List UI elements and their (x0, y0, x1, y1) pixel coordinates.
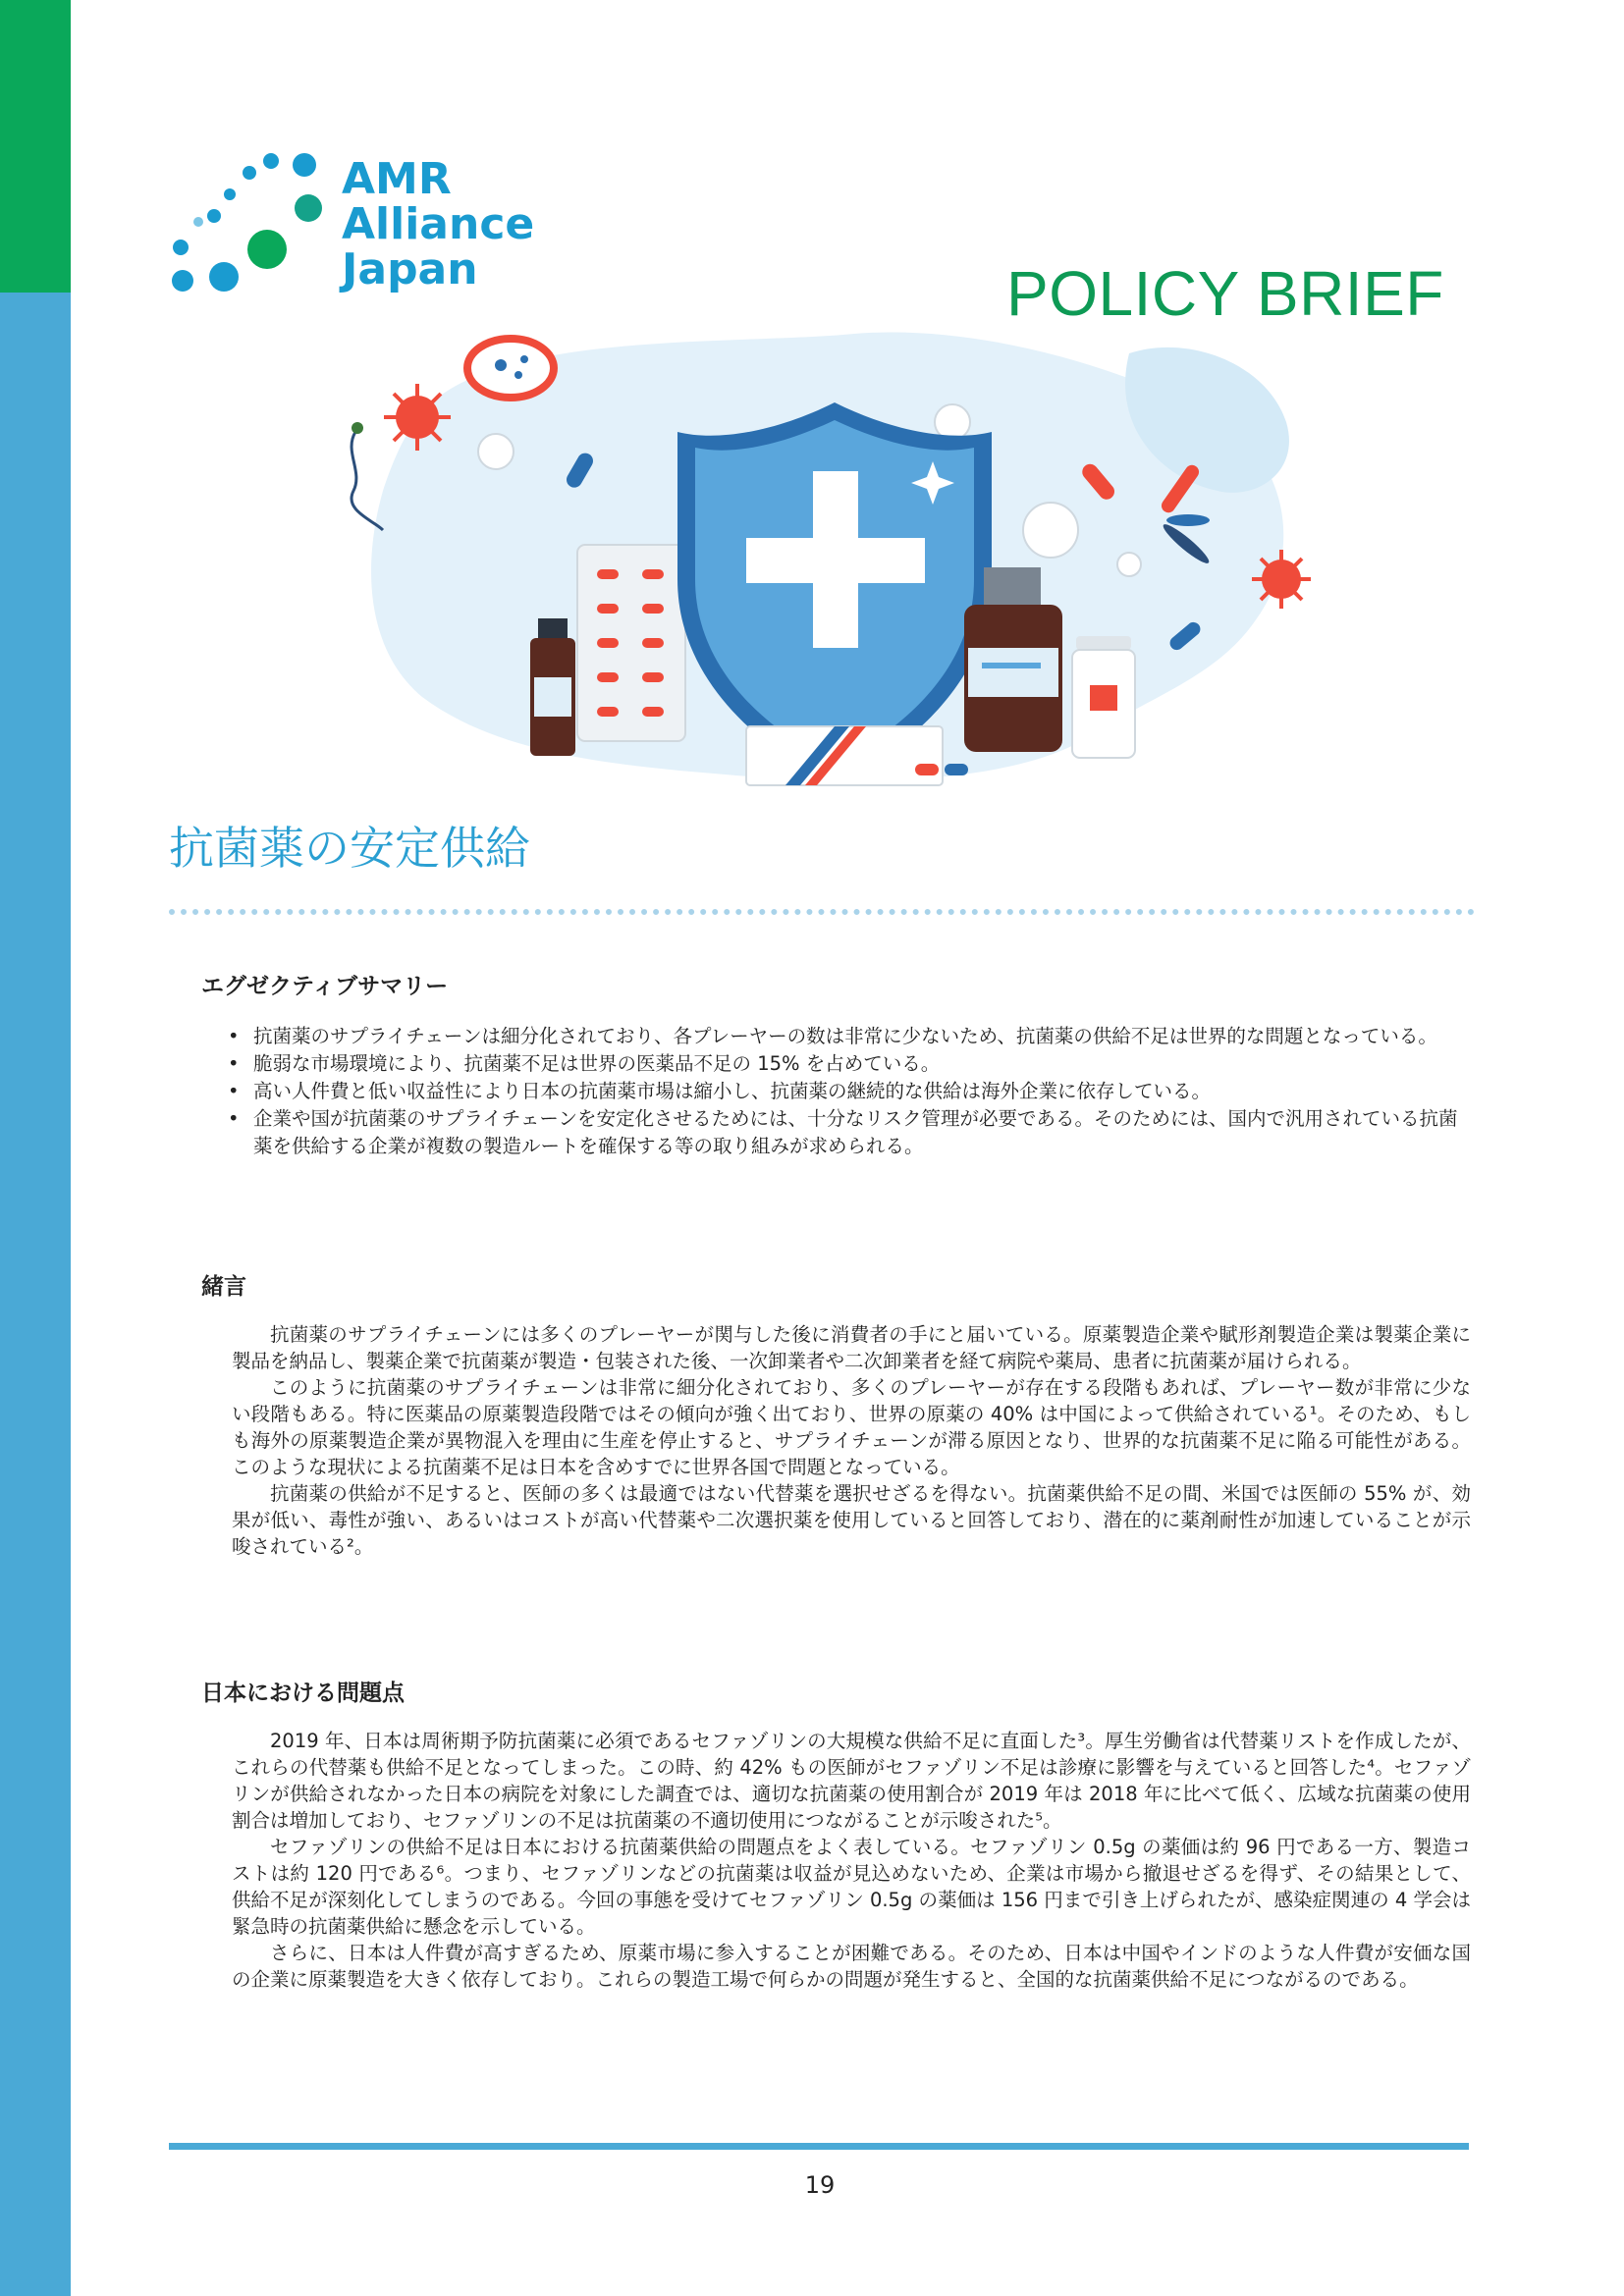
hero-illustration (344, 324, 1326, 805)
summary-heading: エグゼクティブサマリー (201, 974, 449, 999)
summary-item: • 企業や国が抗菌薬のサプライチェーンを安定化させるためには、十分なリスク管理が必要である。そのためには、国内で汎用されている抗菌薬を供給する企業が複数の製造ルートを確保する等の取り組みが求められる。 (228, 1105, 1471, 1160)
page-title: 抗菌薬の安定供給 (169, 822, 530, 875)
japan-body (232, 1728, 1471, 1993)
summary-item: • 高い人件費と低い収益性により日本の抗菌薬市場は縮小し、抗菌薬の継続的な供給は海外企業に依存している。 (228, 1078, 1471, 1105)
intro-body (232, 1321, 1471, 1560)
title-divider (169, 909, 1475, 915)
logo-dots-icon (165, 147, 342, 304)
medical-shield-icon (344, 324, 1326, 805)
intro-paragraph: 抗菌薬の供給が不足すると、医師の多くは最適ではない代替薬を選択せざるを得ない。抗菌薬供給不足の間、米国では医師の 55% が、効果が低い、毒性が強い、あるいはコストが高い代替薬や二次選択薬を使用していると回答しており、潜在的に薬剤耐性が加速していることが示唆されている²。 (232, 1482, 1471, 1558)
japan-paragraph: さらに、日本は人件費が高すぎるため、原薬市場に参入することが困難である。そのため、日本は中国やインドのような人件費が安価な国の企業に原薬製造を大きく依存しており。これらの製造工場で何らかの問題が発生すると、全国的な抗菌薬供給不足につながるのである。 (232, 1942, 1471, 1991)
intro-paragraph: 抗菌薬のサプライチェーンには多くのプレーヤーが関与した後に消費者の手にと届いている。原薬製造企業や賦形剤製造企業は製薬企業に製品を納品し、製薬企業で抗菌薬が製造・包装された後、一次卸業者や二次卸業者を経て病院や薬局、患者に抗菌薬が届けられる。 (232, 1323, 1471, 1372)
intro-heading: 緒言 (201, 1274, 246, 1300)
footer-divider (169, 2143, 1469, 2150)
policy-brief-label: POLICY BRIEF (1006, 258, 1444, 329)
summary-item: • 脆弱な市場環境により、抗菌薬不足は世界の医薬品不足の 15% を占めている。 (228, 1050, 1471, 1078)
sidebar-accent-green (0, 0, 71, 293)
logo-line-alliance: Alliance (342, 199, 535, 249)
logo-line-amr: AMR (342, 154, 452, 204)
page-number: 19 (804, 2171, 836, 2199)
summary-list (228, 1023, 1471, 1160)
japan-paragraph: 2019 年、日本は周術期予防抗菌薬に必須であるセファゾリンの大規模な供給不足に直面した³。厚生労働省は代替薬リストを作成したが、これらの代替薬も供給不足となってしまった。この時、約 42% もの医師がセファゾリン不足は診療に影響を与えていると回答した⁴。セファゾリンが供給されなかった日本の病院を対象にした調査では、適切な抗菌薬の使用割合が 2019 年は 2018 年に比べて低く、広域な抗菌薬の使用割合は増加しており、セファゾリンの不足は抗菌薬の不適切使用につながることが示唆された⁵。 (232, 1730, 1471, 1832)
summary-item: • 抗菌薬のサプライチェーンは細分化されており、各プレーヤーの数は非常に少ないため、抗菌薬の供給不足は世界的な問題となっている。 (228, 1023, 1471, 1050)
logo-line-japan: Japan (342, 244, 478, 294)
logo-wordmark (342, 154, 535, 294)
japan-heading: 日本における問題点 (201, 1681, 405, 1706)
amr-alliance-logo (165, 147, 535, 304)
intro-paragraph: このように抗菌薬のサプライチェーンは非常に細分化されており、多くのプレーヤーが存在する段階もあれば、プレーヤー数が非常に少ない段階もある。特に医薬品の原薬製造段階ではその傾向が強く出ており、世界の原薬の 40% は中国によって供給されている¹。そのため、もしも海外の原薬製造企業が異物混入を理由に生産を停止すると、サプライチェーンが滞る原因となり、世界的な抗菌薬不足に陥る可能性がある。このような現状による抗菌薬不足は日本を含めすでに世界各国で問題となっている。 (232, 1376, 1471, 1478)
sidebar-accent-blue (0, 293, 71, 2296)
japan-paragraph: セファゾリンの供給不足は日本における抗菌薬供給の問題点をよく表している。セファゾリン 0.5g の薬価は約 96 円である一方、製造コストは約 120 円である⁶。つまり、セファゾリンなどの抗菌薬は収益が見込めないため、企業は市場から撤退せざるを得ず、その結果として、供給不足が深刻化してしまうのである。今回の事態を受けてセファゾリン 0.5g の薬価は 156 円まで引き上げられたが、感染症関連の 4 学会は緊急時の抗菌薬供給に懸念を示している。 (232, 1836, 1471, 1938)
